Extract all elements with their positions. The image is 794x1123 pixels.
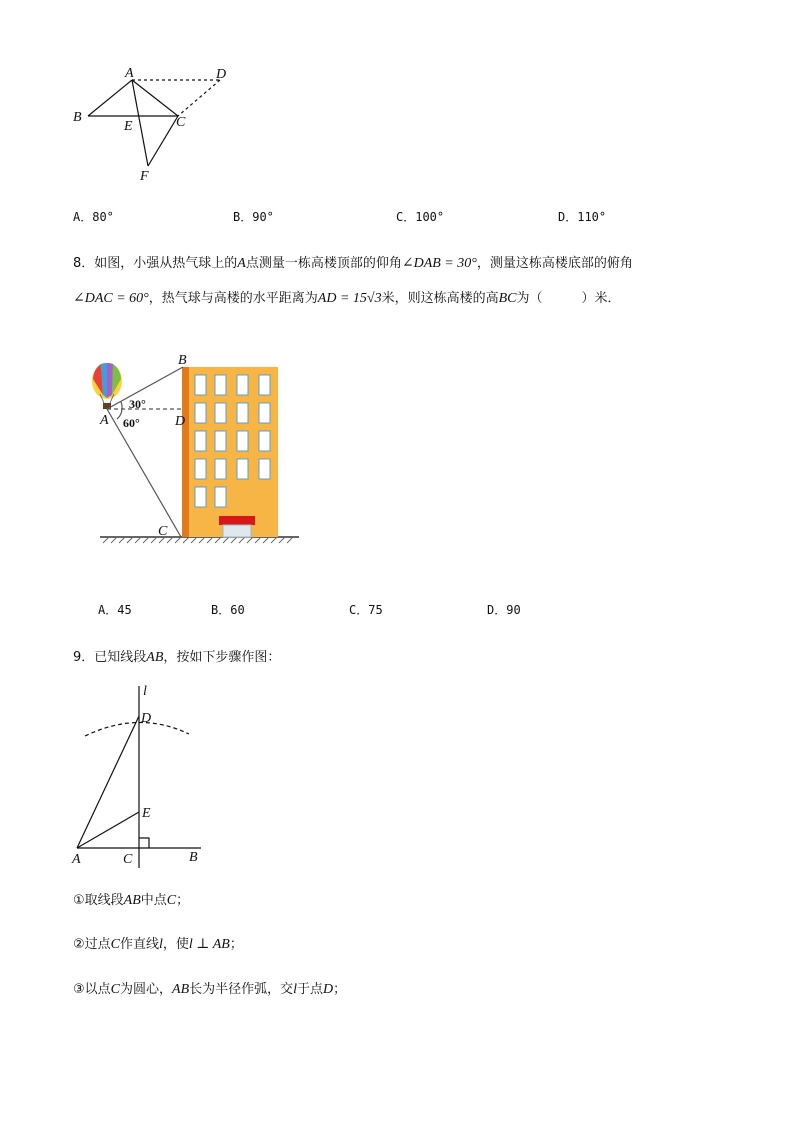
label-D: D bbox=[175, 414, 186, 429]
q9-title: 9．已知线段AB，按如下步骤作图： bbox=[73, 650, 281, 665]
label-B: B bbox=[178, 353, 187, 368]
angle-arc-60 bbox=[117, 409, 122, 419]
q8-line1: 8．如图，小强从热气球上的A点测量一栋高楼顶部的仰角∠DAB = 30°，测量这栋高楼底部的俯角 bbox=[73, 256, 633, 271]
seg-AE bbox=[77, 812, 139, 848]
label-D: D bbox=[216, 67, 227, 82]
seg-AB bbox=[88, 80, 132, 116]
right-angle-mark bbox=[139, 838, 149, 848]
label-E: E bbox=[124, 119, 133, 134]
label-A: A bbox=[100, 413, 109, 428]
q7-option-a: A．80° bbox=[73, 210, 114, 224]
label-A: A bbox=[72, 852, 81, 867]
q7-option-b: B．90° bbox=[233, 210, 274, 224]
label-E: E bbox=[142, 806, 151, 821]
q8-option-c: C．75 bbox=[349, 603, 383, 617]
q7-figure bbox=[60, 60, 250, 190]
q8-option-b: B．60 bbox=[211, 603, 245, 617]
label-C: C bbox=[176, 115, 186, 130]
seg-AF bbox=[132, 80, 148, 166]
label-l: l bbox=[143, 684, 147, 699]
q9-figure bbox=[65, 680, 215, 870]
label-angle-60: 60° bbox=[123, 416, 140, 430]
angle-arc-30 bbox=[121, 402, 122, 409]
label-F: F bbox=[140, 169, 149, 184]
label-C: C bbox=[123, 852, 133, 867]
label-A: A bbox=[125, 66, 134, 81]
label-B: B bbox=[73, 110, 82, 125]
seg-DC-dashed bbox=[178, 80, 220, 116]
label-C: C bbox=[158, 524, 168, 539]
q8-option-a: A．45 bbox=[98, 603, 132, 617]
label-angle-30: 30° bbox=[129, 397, 146, 411]
ground-hatch bbox=[103, 537, 293, 543]
q7-option-c: C．100° bbox=[396, 210, 445, 224]
seg-CF bbox=[148, 116, 178, 166]
balloon-icon bbox=[92, 363, 122, 409]
q9-step-1: ①取线段AB中点C； bbox=[73, 893, 190, 908]
building bbox=[182, 367, 278, 537]
label-D: D bbox=[141, 711, 152, 726]
sight-AC bbox=[107, 409, 181, 537]
q7-option-d: D．110° bbox=[558, 210, 607, 224]
seg-AC bbox=[132, 80, 178, 116]
q9-step-2: ②过点C作直线l，使l ⊥ AB； bbox=[73, 937, 243, 952]
arc-dashed bbox=[85, 722, 189, 736]
q9-step-3: ③以点C为圆心，AB长为半径作弧，交l于点D； bbox=[73, 982, 347, 997]
label-B: B bbox=[189, 850, 198, 865]
q8-option-d: D．90 bbox=[487, 603, 521, 617]
q8-line2: ∠DAC = 60°，热气球与高楼的水平距离为AD = 15√3米，则这栋高楼的高BC为（ ）米． bbox=[73, 291, 621, 306]
q8-figure bbox=[85, 345, 310, 555]
